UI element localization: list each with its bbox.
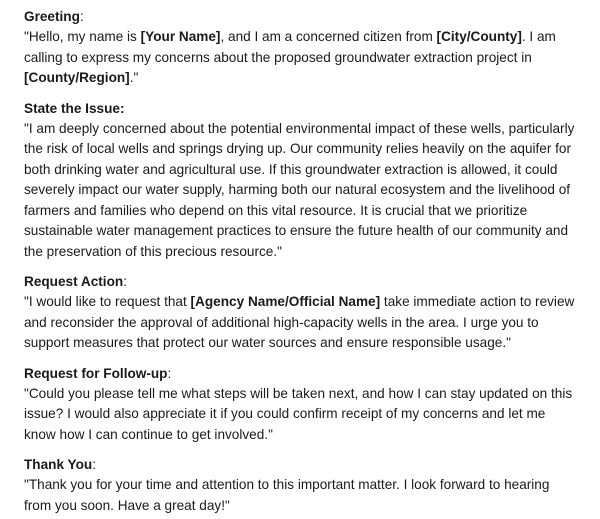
request-action-text-2: take immediate action to review and reconsider the approval of additional high-capacity wells in the area. I urge you to support measures that protect our water sources and ensure responsible usage." [24,294,575,350]
request-action-text-1: "I would like to request that [24,294,191,309]
county-region-placeholder: [County/Region] [24,70,130,85]
thank-you-heading-colon: : [92,457,97,472]
greeting-text-2: , and I am a concerned citizen from [220,29,437,44]
city-county-placeholder: [City/County] [436,29,522,44]
request-action-paragraph [24,292,578,354]
thank-you-heading [24,454,578,475]
greeting-paragraph [24,27,578,89]
thank-you-paragraph: "Thank you for your time and attention to this important matter. I look forward to hearing from you soon. Have a great day!" [24,477,550,513]
thank-you-heading-text: Thank You [24,457,93,472]
greeting-text-4: ." [129,70,139,85]
request-action-section [24,271,578,354]
greeting-heading [24,6,578,27]
greeting-heading-text: Greeting [24,9,80,24]
follow-up-heading [24,363,578,384]
your-name-placeholder: [Your Name] [140,29,221,44]
follow-up-section [24,363,578,446]
request-action-heading-colon: : [123,274,127,289]
follow-up-heading-colon: : [167,365,172,381]
greeting-section [24,6,578,89]
state-issue-section [24,98,578,263]
request-action-heading [24,271,578,292]
greeting-text-3: . I am calling to express my concerns about the proposed groundwater extraction project in [24,29,556,65]
follow-up-paragraph: "Could you please tell me what steps will be taken next, and how I can stay updated on this issue? I would also appreciate it if you could confirm receipt of my concerns and let me know how I can continue to get involved." [24,385,573,442]
follow-up-heading-text: Request for Follow-up [24,365,168,381]
state-issue-heading: State the Issue: [24,100,125,116]
greeting-heading-colon: : [79,9,84,24]
agency-name-placeholder: [Agency Name/Official Name] [190,294,381,309]
request-action-heading-text: Request Action [24,274,124,289]
state-issue-paragraph: "I am deeply concerned about the potential environmental impact of these wells, particularly the risk of local wells and springs drying up. Our community relies heavily on the aquifer for both drinking water and agricultural use. If this groundwater extraction is allowed, it could severely impact our water supply, harming both our natural ecosystem and the livelihood of farmers and families who depend on this vital resource. It is crucial that we prioritize sustainable water management practices to ensure the future health of our community and the preservation of this precious resource." [24,120,575,259]
thank-you-section [24,454,578,516]
greeting-text-1: "Hello, my name is [24,29,141,44]
